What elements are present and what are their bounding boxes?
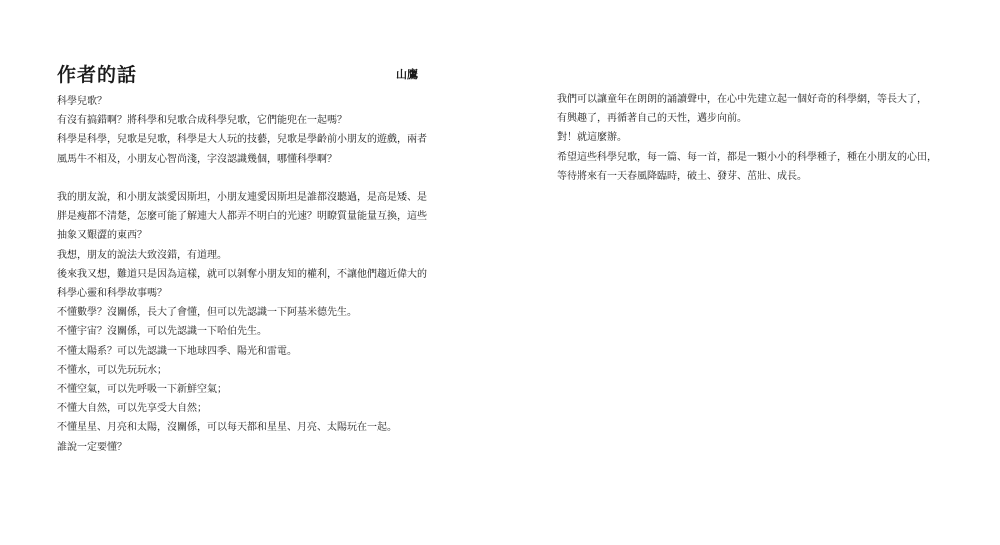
text-line: 誰說一定要懂？ bbox=[57, 441, 127, 453]
text-line: 風馬牛不相及，小朋友心智尚淺，字沒認識幾個，哪懂科學啊？ bbox=[57, 153, 337, 165]
text-line: 我想，朋友的說法大致沒錯，有道理。 bbox=[57, 249, 227, 261]
text-line: 希望這些科學兒歌，每一篇、每一首，都是一顆小小的科學種子，種在小朋友的心田， bbox=[557, 151, 937, 163]
text-line: 我的朋友說，和小朋友談愛因斯坦，小朋友連愛因斯坦是誰都沒聽過，是高是矮、是 bbox=[57, 192, 427, 203]
text-line: 有沒有搞錯啊？將科學和兒歌合成科學兒歌，它們能兜在一起嗎？ bbox=[57, 115, 347, 127]
text-line: 不懂星星、月亮和太陽，沒關係，可以每天都和星星、月亮、太陽玩在一起。 bbox=[57, 422, 397, 434]
text-line: 不懂宇宙？沒關係，可以先認識一下哈伯先生。 bbox=[57, 326, 267, 338]
text-line: 胖是瘦都不清楚，怎麼可能了解連大人都弄不明白的光速？明瞭質量能量互換，這些 bbox=[57, 211, 427, 223]
text-line: 抽象又艱澀的東西？ bbox=[57, 230, 147, 242]
text-line: 不懂太陽系？可以先認識一下地球四季、陽光和雷電。 bbox=[57, 345, 297, 357]
text-line: 有興趣了，再循著自己的天性，邁步向前。 bbox=[557, 113, 747, 125]
text-line: 科學兒歌？ bbox=[57, 96, 107, 107]
text-line: 不懂空氣，可以先呼吸一下新鮮空氣； bbox=[57, 384, 227, 396]
text-line: 不懂大自然，可以先享受大自然； bbox=[57, 403, 207, 415]
blank-line bbox=[57, 169, 457, 188]
text-line: 後來我又想，難道只是因為這樣，就可以剝奪小朋友知的權利，不讓他們趨近偉大的 bbox=[57, 268, 427, 280]
text-line: 我們可以讓童年在朗朗的誦讀聲中，在心中先建立起一個好奇的科學網，等長大了， bbox=[557, 94, 927, 105]
text-line: 科學心靈和科學故事嗎？ bbox=[57, 288, 167, 300]
text-line: 科學是科學，兒歌是兒歌，科學是大人玩的技藝，兒歌是學齡前小朋友的遊戲，兩者 bbox=[57, 134, 427, 146]
text-line: 等待將來有一天春風降臨時，破土、發芽、茁壯、成長。 bbox=[557, 170, 807, 182]
author-name: 山鷹 bbox=[396, 68, 418, 81]
text-line: 對！就這麼辦。 bbox=[557, 132, 627, 144]
text-line: 不懂水，可以先玩玩水； bbox=[57, 364, 167, 376]
right-text-column bbox=[557, 90, 957, 186]
left-text-column bbox=[57, 92, 457, 457]
text-line: 不懂數學？沒關係，長大了會懂，但可以先認識一下阿基米德先生。 bbox=[57, 307, 357, 319]
page-title: 作者的話 bbox=[57, 64, 138, 86]
